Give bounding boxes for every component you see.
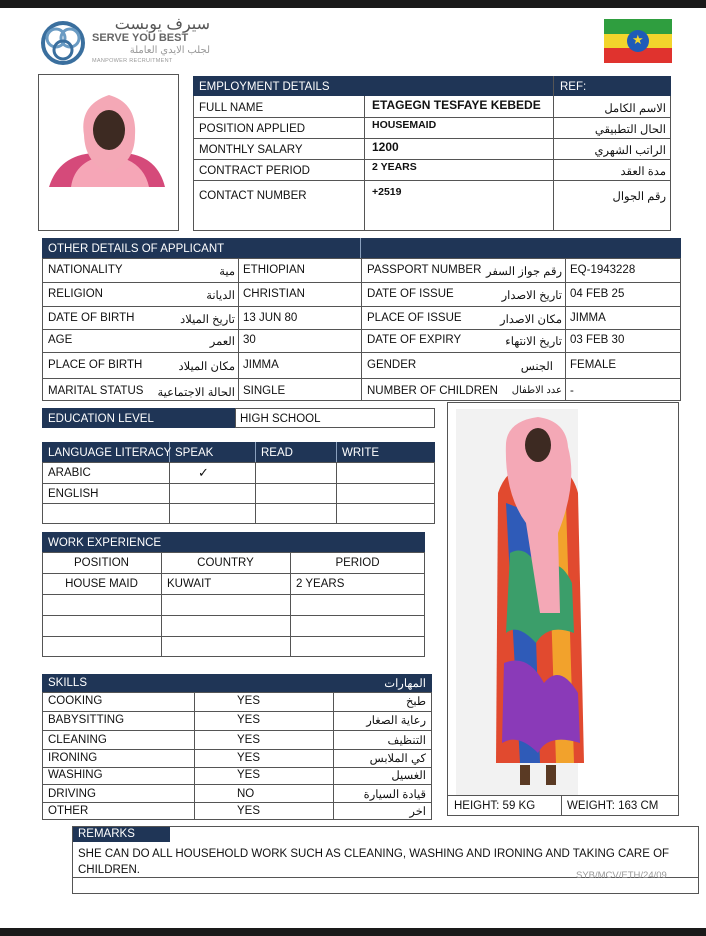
skill-cooking-label: COOKING — [48, 695, 103, 707]
contact-label: CONTACT NUMBER — [199, 190, 307, 202]
company-logo — [40, 16, 210, 68]
religion-arabic: الديانة — [206, 290, 235, 302]
marital-arabic: الحالة الاجتماعية — [157, 387, 235, 399]
ethiopia-flag-icon: ★ — [604, 19, 672, 63]
children-value: - — [570, 385, 574, 397]
expiry-label: DATE OF EXPIRY — [367, 334, 462, 346]
skills-title-arabic: المهارات — [384, 678, 426, 690]
document-code: SYB/MCV/ETH/24/09 — [576, 870, 667, 881]
top-edge — [0, 0, 706, 8]
skill-other-value: YES — [237, 805, 261, 817]
logo-knot-icon — [40, 20, 86, 66]
logo-sub: MANPOWER RECRUITMENT — [92, 58, 173, 64]
skill-ironing-value: YES — [237, 752, 261, 764]
arabic-speak-check-icon: ✓ — [198, 465, 209, 480]
children-label: NUMBER OF CHILDREN — [367, 385, 498, 397]
skill-other-arabic: اخر — [409, 806, 426, 818]
logo-arabic: سيرف يوبست — [114, 16, 210, 33]
portrait-photo — [39, 75, 178, 230]
skill-driving-value: NO — [237, 788, 255, 800]
full-body-photo — [448, 403, 678, 796]
skill-cleaning-arabic: التنظيف — [387, 735, 426, 747]
religion-label: RELIGION — [48, 288, 103, 300]
work-col-country: COUNTRY — [197, 557, 254, 569]
contract-value: 2 YEARS — [372, 161, 417, 173]
language-col-write: WRITE — [342, 447, 380, 459]
pob-value: JIMMA — [243, 359, 279, 371]
skill-cooking-value: YES — [237, 695, 261, 707]
gender-value: FEMALE — [570, 359, 617, 371]
position-arabic: الحال التطبيقي — [594, 124, 666, 136]
position-label: POSITION APPLIED — [199, 123, 306, 135]
work-col-position: POSITION — [74, 557, 129, 569]
issue-date-value: 04 FEB 25 — [570, 288, 625, 300]
issue-place-arabic: مكان الاصدار — [500, 314, 562, 326]
height-value: HEIGHT: 59 KG — [454, 800, 536, 812]
passport-label: PASSPORT NUMBER — [367, 264, 482, 276]
salary-arabic: الراتب الشهري — [594, 145, 666, 157]
work-period-value: 2 YEARS — [296, 578, 345, 590]
skill-washing-value: YES — [237, 769, 261, 781]
nationality-label: NATIONALITY — [48, 264, 123, 276]
gender-arabic: الجنس — [520, 361, 553, 373]
skill-other-label: OTHER — [48, 805, 89, 817]
applicant-photo-portrait — [38, 74, 179, 231]
dob-arabic: تاريخ الميلاد — [180, 314, 235, 326]
education-label: EDUCATION LEVEL — [48, 413, 154, 425]
dob-value: 13 JUN 80 — [243, 312, 298, 324]
education-value: HIGH SCHOOL — [240, 413, 321, 425]
gender-label: GENDER — [367, 359, 417, 371]
other-details-title: OTHER DETAILS OF APPLICANT — [48, 243, 225, 255]
remarks-title: REMARKS — [78, 828, 135, 840]
issue-date-label: DATE OF ISSUE — [367, 288, 454, 300]
skills-title: SKILLS — [48, 677, 87, 689]
language-table — [42, 462, 435, 524]
remarks-text: SHE CAN DO ALL HOUSEHOLD WORK SUCH AS CLEANING, WASHING AND IRONING AND TAKING CARE OF CHILDREN. — [78, 848, 670, 876]
logo-name: SERVE YOU BEST — [92, 32, 189, 44]
nationality-value: ETHIOPIAN — [243, 264, 305, 276]
contract-label: CONTRACT PERIOD — [199, 165, 310, 177]
language-col-literacy: LANGUAGE LITERACY — [48, 447, 172, 459]
skill-cleaning-value: YES — [237, 734, 261, 746]
contact-arabic: رقم الجوال — [612, 191, 666, 203]
full-name-label: FULL NAME — [199, 102, 264, 114]
age-value: 30 — [243, 334, 256, 346]
marital-value: SINGLE — [243, 385, 286, 397]
skill-ironing-label: IRONING — [48, 752, 98, 764]
language-col-read: READ — [261, 447, 293, 459]
passport-value: EQ-1943228 — [570, 264, 636, 276]
skill-cooking-arabic: طبخ — [405, 696, 426, 708]
language-col-speak: SPEAK — [175, 447, 214, 459]
issue-place-value: JIMMA — [570, 312, 606, 324]
children-arabic: عدد الاطفال — [511, 385, 562, 396]
issue-place-label: PLACE OF ISSUE — [367, 312, 462, 324]
dob-label: DATE OF BIRTH — [48, 312, 135, 324]
pob-arabic: مكان الميلاد — [178, 361, 235, 373]
skill-cleaning-label: CLEANING — [48, 734, 107, 746]
work-title: WORK EXPERIENCE — [48, 537, 162, 549]
expiry-value: 03 FEB 30 — [570, 334, 625, 346]
full-name-value: ETAGEGN TESFAYE KEBEDE — [372, 98, 541, 112]
logo-arabic-sub: لجلب الايدي العاملة — [129, 45, 210, 56]
skill-washing-arabic: الغسيل — [391, 770, 426, 782]
skill-ironing-arabic: كي الملابس — [369, 753, 426, 765]
skill-driving-arabic: قيادة السيارة — [363, 789, 426, 801]
religion-value: CHRISTIAN — [243, 288, 305, 300]
skill-babysitting-label: BABYSITTING — [48, 714, 125, 726]
pob-label: PLACE OF BIRTH — [48, 359, 143, 371]
salary-label: MONTHLY SALARY — [199, 144, 303, 156]
work-country-value: KUWAIT — [167, 578, 212, 590]
nationality-arabic: مية — [219, 266, 235, 278]
language-row-english: ENGLISH — [48, 488, 99, 500]
contract-arabic: مدة العقد — [620, 166, 666, 178]
position-value: HOUSEMAID — [372, 119, 437, 131]
ref-label: REF: — [560, 81, 587, 93]
work-header-fill — [233, 532, 425, 552]
skill-washing-label: WASHING — [48, 769, 103, 781]
marital-label: MARITAL STATUS — [48, 385, 144, 397]
work-position-value: HOUSE MAID — [65, 578, 138, 590]
skill-driving-label: DRIVING — [48, 788, 96, 800]
age-label: AGE — [48, 334, 73, 346]
weight-value: WEIGHT: 163 CM — [567, 800, 659, 812]
applicant-photo-full — [447, 402, 679, 816]
contact-value: +2519 — [372, 186, 402, 198]
employment-title: EMPLOYMENT DETAILS — [199, 81, 330, 93]
salary-value: 1200 — [372, 140, 399, 154]
skill-babysitting-value: YES — [237, 714, 261, 726]
skill-babysitting-arabic: رعاية الصغار — [366, 715, 426, 727]
language-row-arabic: ARABIC — [48, 467, 91, 479]
issue-date-arabic: تاريخ الاصدار — [501, 290, 562, 302]
age-arabic: العمر — [209, 336, 235, 348]
bottom-edge — [0, 928, 706, 936]
expiry-arabic: تاريخ الانتهاء — [505, 336, 562, 348]
passport-arabic: رقم جواز السفر — [485, 266, 562, 278]
work-col-period: PERIOD — [335, 557, 380, 569]
full-name-arabic: الاسم الكامل — [604, 103, 666, 115]
